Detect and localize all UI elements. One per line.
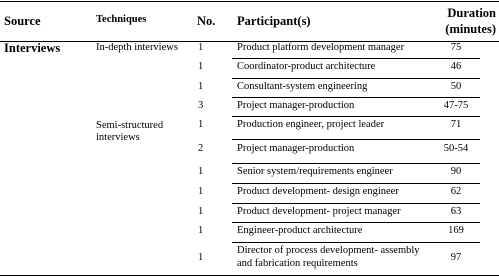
count-cell: 1 bbox=[198, 166, 204, 177]
count-cell: 1 bbox=[198, 206, 204, 217]
duration-cell: 47-75 bbox=[443, 100, 469, 111]
duration-cell: 71 bbox=[450, 119, 462, 130]
participant-cell: Project manager-production bbox=[237, 100, 355, 111]
participant-cell: Director of process development- assembly and fabrication requirements bbox=[237, 245, 420, 269]
row-divider bbox=[232, 97, 480, 98]
participant-cell: Consultant-system engineering bbox=[237, 81, 368, 92]
participant-cell: Coordinator-product architecture bbox=[237, 61, 376, 72]
header-no: No. bbox=[197, 14, 216, 28]
duration-cell: 75 bbox=[450, 42, 462, 53]
header-techniques: Techniques bbox=[96, 14, 147, 25]
row-divider bbox=[232, 242, 480, 243]
duration-cell: 169 bbox=[448, 225, 464, 236]
bottom-rule bbox=[0, 275, 499, 276]
duration-cell: 46 bbox=[450, 61, 462, 72]
participant-cell: Product development- design engineer bbox=[237, 186, 399, 197]
duration-cell: 62 bbox=[450, 186, 462, 197]
duration-cell: 50 bbox=[450, 81, 462, 92]
participant-cell: Production engineer, project leader bbox=[237, 119, 385, 130]
participant-cell: Project manager-production bbox=[237, 143, 355, 154]
participant-cell: Product platform development manager bbox=[237, 42, 405, 53]
row-divider bbox=[232, 183, 480, 184]
row-divider bbox=[232, 163, 480, 164]
count-cell: 1 bbox=[198, 186, 204, 197]
header-source: Source bbox=[4, 14, 41, 28]
row-divider bbox=[232, 58, 480, 59]
header-duration-line2: (minutes) bbox=[445, 22, 496, 36]
duration-cell: 90 bbox=[450, 166, 462, 177]
top-rule bbox=[0, 1, 499, 2]
row-divider bbox=[232, 203, 480, 204]
participant-cell: Senior system/requirements engineer bbox=[237, 166, 393, 177]
count-cell: 1 bbox=[198, 42, 204, 53]
source-cell: Interviews bbox=[4, 41, 61, 55]
row-divider bbox=[232, 139, 480, 140]
duration-cell: 97 bbox=[450, 252, 462, 263]
technique-semi-structured: Semi-structured interviews bbox=[96, 120, 164, 143]
count-cell: 1 bbox=[198, 119, 204, 130]
header-duration bbox=[432, 5, 496, 37]
count-cell: 1 bbox=[198, 225, 204, 236]
row-divider bbox=[232, 222, 480, 223]
participant-cell: Product development- project manager bbox=[237, 206, 401, 217]
participant-cell: Engineer-product architecture bbox=[237, 225, 363, 236]
header-duration-line1: Duration bbox=[447, 6, 496, 20]
technique-in-depth: In-depth interviews bbox=[96, 42, 178, 53]
count-cell: 2 bbox=[198, 143, 204, 154]
duration-cell: 50-54 bbox=[443, 143, 469, 154]
row-divider bbox=[232, 116, 480, 117]
row-divider bbox=[232, 78, 480, 79]
count-cell: 1 bbox=[198, 81, 204, 92]
count-cell: 3 bbox=[198, 100, 204, 111]
count-cell: 1 bbox=[198, 61, 204, 72]
header-participants: Participant(s) bbox=[237, 14, 311, 28]
duration-cell: 63 bbox=[450, 206, 462, 217]
count-cell: 1 bbox=[198, 252, 204, 263]
